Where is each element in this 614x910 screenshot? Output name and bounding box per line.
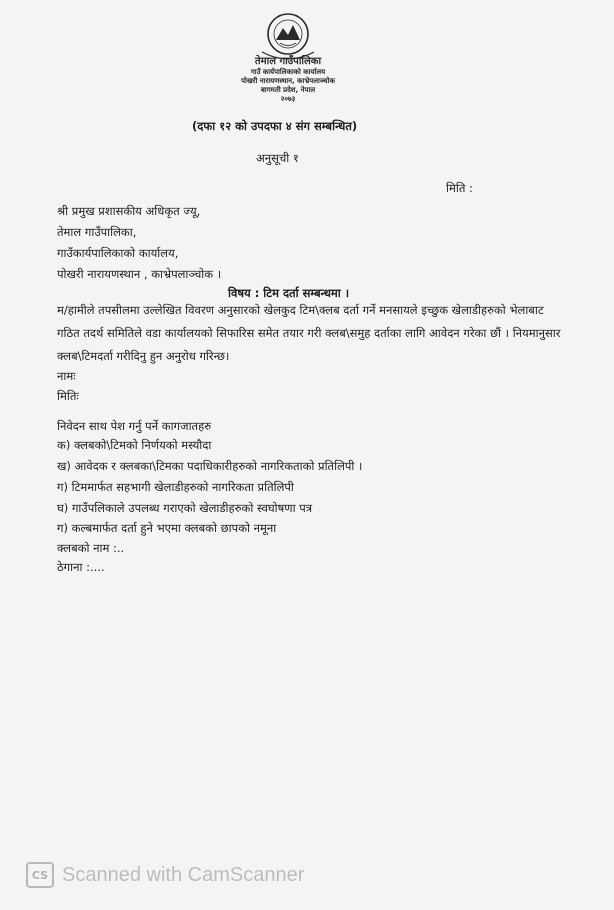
camscanner-watermark — [26, 862, 304, 888]
attachment-item: ख) आवेदक र क्लबका\टिमका पदाधिकारीहरुको नागरिकताको प्रतिलिपी । — [57, 459, 363, 473]
attachment-item: क) क्लबको\टिमको निर्णयको मस्यौदा — [57, 438, 212, 452]
reference-heading: (दफा १२ को उपदफा ४ संग सम्बन्धित) — [192, 119, 358, 133]
attachment-item: ग) कल्बमार्फत दर्ता हुने भएमा क्लबको छापको नमूना — [57, 521, 277, 535]
letterhead-address: पोखरी नारायणस्थान, काभ्रेपलाञ्चोक — [241, 77, 335, 85]
recipient-line: पोखरी नारायणस्थान , काभ्रेपलाञ्चोक । — [57, 267, 222, 281]
letterhead-year: २०७३ — [280, 95, 296, 103]
subject-line: विषय : टिम दर्ता सम्बन्धमा । — [228, 286, 350, 300]
name-label: नामः — [57, 369, 76, 383]
date-label-signature: मितिः — [57, 389, 79, 403]
letterhead-province: बागमती प्रदेश, नेपाल — [260, 86, 316, 94]
camscanner-logo-icon: CS — [26, 862, 54, 888]
attachment-item: घ) गाउँपलिकाले उपलब्ध गराएको खेलाडीहरुको स्वघोषणा पत्र — [57, 501, 313, 515]
camscanner-text: Scanned with CamScanner — [62, 863, 305, 886]
recipient-line: तेमाल गाउँपालिका, — [57, 225, 137, 239]
date-label: मिति : — [446, 181, 473, 195]
attachment-item: ग) टिममार्फत सहभागी खेलाडीहरुको नागरिकता प्रतिलिपी — [57, 480, 294, 494]
club-name-label: क्लबको नाम :.. — [57, 541, 125, 555]
letterhead-office: गाउँ कार्यपालिकाको कार्यालय — [250, 68, 326, 76]
recipient-line: गाउँकार्यपालिकाको कार्यालय, — [57, 246, 179, 260]
body-paragraph: म/हामीले तपसीलमा उल्लेखित विवरण अनुसारको खेलकुद टिम\क्लब दर्ता गर्ने मनसायले इच्छुक खेलाडीहरुको भेलाबाट गठित तदर्थ समितिले वडा कार्यालयको सिफारिस समेत तयार गरी क्लब\समुह दर्ताका लागि आवेदन गरेका छौं । नियमानुसार क्लब\टिमदर्ता गरीदिनु हुन अनुरोध गरिन्छ। — [57, 303, 561, 363]
schedule-heading: अनुसूची १ — [256, 151, 299, 165]
attachments-title: निवेदन साथ पेश गर्नु पर्ने कागजातहरु — [57, 419, 212, 433]
address-label: ठेगाना :.... — [57, 560, 105, 574]
recipient-line: श्री प्रमुख प्रशासकीय अधिकृत ज्यू, — [57, 204, 201, 218]
letterhead-name: तेमाल गाउँपालिका — [254, 56, 322, 67]
